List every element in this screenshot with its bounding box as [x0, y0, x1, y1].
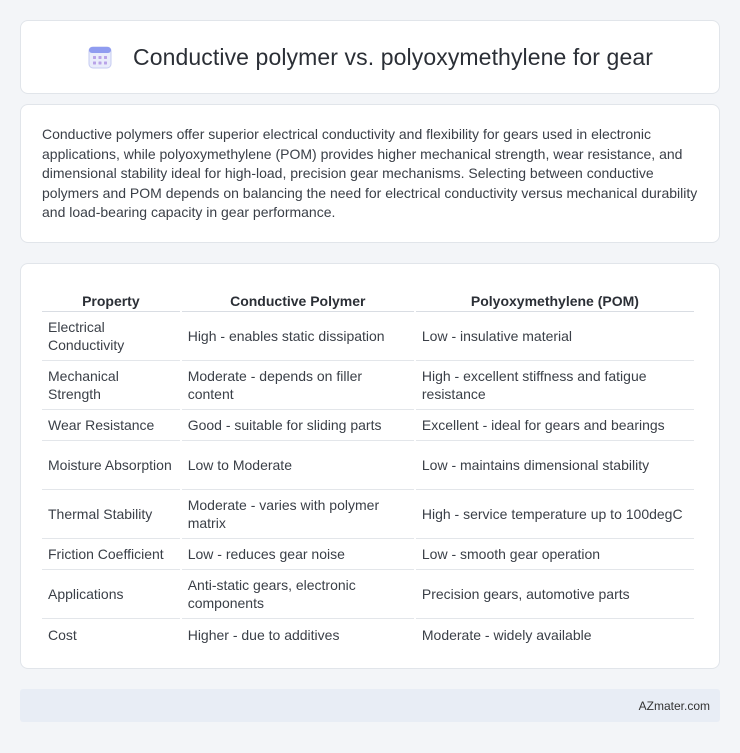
- page-title: Conductive polymer vs. polyoxymethylene for gear: [133, 43, 653, 70]
- property-cell: Friction Coefficient: [42, 539, 180, 570]
- conductive-polymer-cell: Anti-static gears, electronic components: [182, 570, 414, 619]
- table-row: [42, 619, 694, 650]
- table-row: [42, 490, 694, 539]
- header-property: Property: [42, 284, 180, 312]
- property-cell: Applications: [42, 570, 180, 619]
- summary-card: [20, 104, 720, 243]
- conductive-polymer-cell: Higher - due to additives: [187, 626, 340, 643]
- pom-cell: Low - smooth gear operation: [416, 539, 694, 570]
- table-row: [42, 539, 694, 570]
- footer-bar: [20, 689, 720, 722]
- conductive-polymer-cell: Low - reduces gear noise: [182, 539, 414, 570]
- pom-cell: High - service temperature up to 100degC: [416, 490, 694, 539]
- header-pom: Polyoxymethylene (POM): [416, 284, 694, 312]
- pom-cell: Precision gears, automotive parts: [416, 570, 694, 619]
- property-cell: Cost: [48, 626, 77, 643]
- table-row: [42, 312, 694, 361]
- summary-text: Conductive polymers offer superior electrical conductivity and flexibility for gears used in electronic applications, while polyoxymethylene (POM) provides higher mechanical strength, wear resistance, and dimensional stability ideal for high-load, precision gear mechanisms. Selecting between conductive polymers and POM depends on balancing the need for electrical conductivity versus mechanical durability and load-bearing capacity in gear performance.: [42, 126, 698, 221]
- conductive-polymer-cell: Moderate - depends on filler content: [182, 361, 414, 410]
- property-cell: Thermal Stability: [42, 490, 180, 539]
- pom-cell: High - excellent stiffness and fatigue resistance: [416, 361, 694, 410]
- property-cell: Wear Resistance: [42, 410, 180, 441]
- conductive-polymer-cell: Low to Moderate: [182, 441, 414, 490]
- footer-brand: AZmater.com: [638, 698, 710, 713]
- table-row: [42, 441, 694, 490]
- conductive-polymer-cell: Good - suitable for sliding parts: [182, 410, 414, 441]
- comparison-table-card: [20, 263, 720, 669]
- table-header-row: [42, 284, 694, 312]
- table-row: [42, 361, 694, 410]
- property-cell: Electrical Conductivity: [42, 312, 180, 361]
- conductive-polymer-cell: High - enables static dissipation: [182, 312, 414, 361]
- conductive-polymer-cell: Moderate - varies with polymer matrix: [182, 490, 414, 539]
- title-card: [20, 20, 720, 94]
- comparison-table: [40, 284, 696, 650]
- pom-cell: Low - maintains dimensional stability: [416, 441, 694, 490]
- pom-cell: Moderate - widely available: [421, 626, 592, 643]
- pom-cell: Excellent - ideal for gears and bearings: [416, 410, 694, 441]
- property-cell: Moisture Absorption: [42, 441, 180, 490]
- table-row: [42, 410, 694, 441]
- calendar-icon: [87, 44, 113, 70]
- property-cell: Mechanical Strength: [42, 361, 180, 410]
- pom-cell: Low - insulative material: [416, 312, 694, 361]
- header-conductive-polymer: Conductive Polymer: [182, 284, 414, 312]
- table-row: [42, 570, 694, 619]
